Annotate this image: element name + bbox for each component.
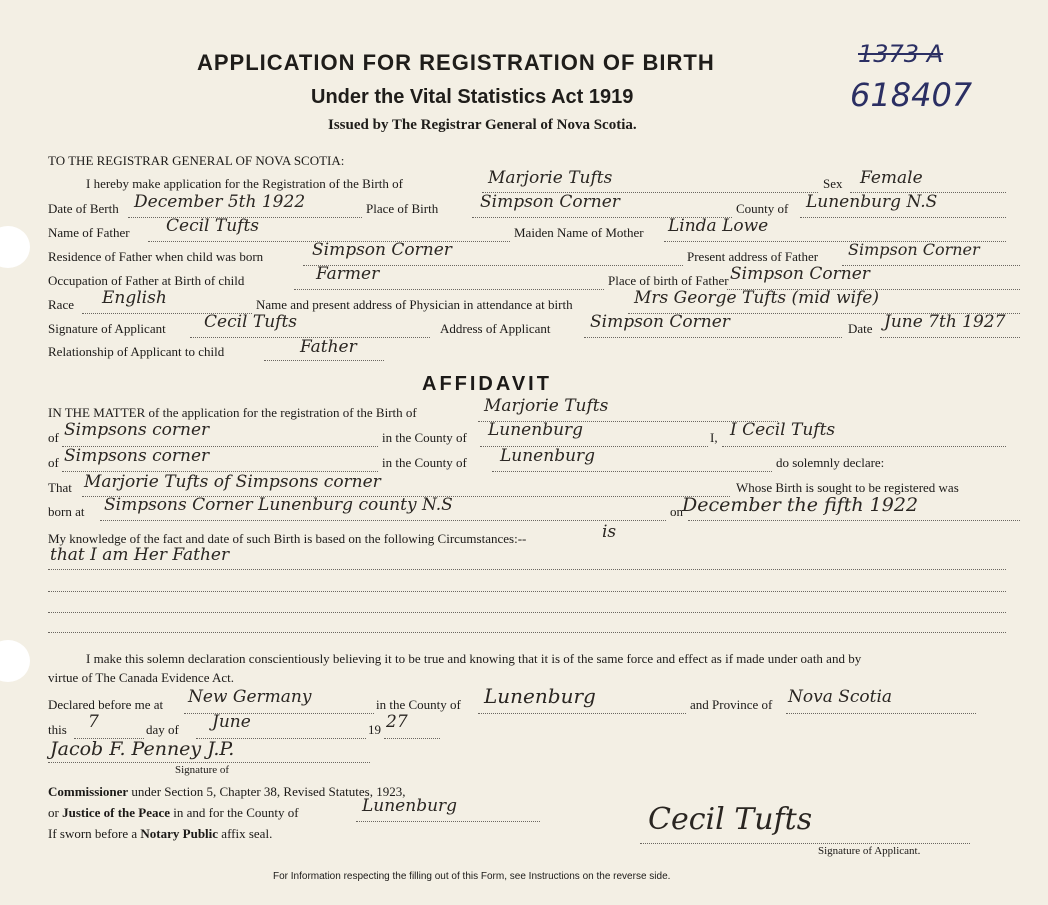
month-value: June — [212, 712, 251, 732]
on-label: on — [670, 504, 683, 519]
father-occupation-label: Occupation of Father at Birth of child — [48, 273, 245, 288]
born-at-line — [100, 520, 666, 521]
date-line — [880, 337, 1020, 338]
applicant-address-line — [584, 337, 842, 338]
declared-county-line — [478, 713, 686, 714]
physician-value: Mrs George Tufts (mid wife) — [634, 288, 879, 308]
date-of-birth-label: Date of Berth — [48, 201, 119, 216]
province-label: and Province of — [690, 697, 773, 712]
father-occupation-value: Farmer — [316, 264, 380, 284]
commissioner-rest: under Section 5, Chapter 38, Revised Statutes, 1923, — [131, 784, 406, 799]
application-intro-label: I hereby make application for the Registration of the Birth of — [86, 176, 403, 191]
father-occupation-line — [294, 289, 604, 290]
applicant-signature-value: Cecil Tufts — [204, 312, 298, 332]
declaration-text-2: virtue of The Canada Evidence Act. — [48, 670, 235, 685]
father-name-value: Cecil Tufts — [166, 216, 260, 236]
form-subtitle: Under the Vital Statistics Act 1919 — [311, 86, 634, 108]
father-birthplace-label: Place of birth of Father — [608, 273, 729, 288]
affidavit-heading: AFFIDAVIT — [422, 373, 552, 395]
province-line — [786, 713, 976, 714]
aff-of-value-1: Simpsons corner — [64, 420, 210, 440]
circumstances-line-1 — [48, 569, 1006, 570]
jp-county-label: in and for the County of — [173, 805, 299, 820]
signature-of-label: Signature of — [175, 764, 230, 776]
race-label: Race — [48, 297, 74, 312]
punch-hole-bottom — [0, 640, 30, 682]
struck-number: 1373 A — [858, 40, 944, 68]
justice-label: Justice of the Peace — [62, 805, 171, 820]
mother-maiden-label: Maiden Name of Mother — [514, 225, 644, 240]
mother-maiden-value: Linda Lowe — [668, 216, 769, 236]
circumstances-value-2: that I am Her Father — [50, 545, 230, 565]
jp-county-line — [356, 821, 540, 822]
jp-county-value: Lunenburg — [362, 796, 458, 816]
year-line — [384, 738, 440, 739]
applicant-address-label: Address of Applicant — [440, 321, 551, 336]
aff-of-value-2: Simpsons corner — [64, 446, 210, 466]
signature-of-applicant-label: Signature of Applicant. — [818, 845, 921, 857]
born-at-value: Simpsons Corner Lunenburg county N.S — [104, 495, 453, 515]
day-value: 7 — [88, 712, 99, 732]
relationship-label: Relationship of Applicant to child — [48, 344, 225, 359]
aff-i-value: I Cecil Tufts — [730, 420, 836, 440]
child-name-value: Marjorie Tufts — [488, 168, 613, 188]
declared-county-label: in the County of — [376, 697, 461, 712]
aff-county-value-1: Lunenburg — [488, 420, 584, 440]
declared-county-value: Lunenburg — [484, 684, 596, 708]
on-value: December the fifth 1922 — [682, 494, 919, 516]
aff-of-label-2: of — [48, 455, 59, 470]
that-value: Marjorie Tufts of Simpsons corner — [84, 472, 381, 492]
born-at-label: born at — [48, 504, 85, 519]
sex-label: Sex — [823, 176, 843, 191]
jp-signature-line — [48, 762, 370, 763]
father-residence-label: Residence of Father when child was born — [48, 249, 264, 264]
applicant-signature-label: Signature of Applicant — [48, 321, 166, 336]
year-value: 27 — [386, 712, 408, 732]
date-label: Date — [848, 321, 873, 336]
declared-at-value: New Germany — [188, 687, 312, 707]
aff-county-label-1: in the County of — [382, 430, 467, 445]
aff-county-label-2: in the County of — [382, 455, 467, 470]
declaration-text-1: I make this solemn declaration conscientiously believing it to be true and knowing that it is of the same force and effect as if made under oath and by — [86, 651, 862, 666]
county-line — [800, 217, 1006, 218]
or-label: or — [48, 805, 59, 820]
punch-hole-top — [0, 226, 30, 268]
father-residence-value: Simpson Corner — [312, 240, 452, 260]
registration-number: 618407 — [850, 76, 973, 114]
father-name-label: Name of Father — [48, 225, 130, 240]
sworn-rest: affix seal. — [221, 826, 273, 841]
day-of-label: day of — [146, 722, 179, 737]
whose-birth-label: Whose Birth is sought to be registered was — [736, 480, 959, 495]
circumstances-value-1: is — [602, 522, 617, 542]
on-line — [688, 520, 1020, 521]
circumstances-line-4 — [48, 632, 1006, 633]
place-of-birth-value: Simpson Corner — [480, 192, 620, 212]
sworn-prefix: If sworn before a — [48, 826, 138, 841]
relationship-value: Father — [300, 337, 357, 357]
county-value: Lunenburg N.S — [806, 192, 938, 212]
physician-label: Name and present address of Physician in attendance at birth — [256, 297, 573, 312]
province-value: Nova Scotia — [788, 687, 893, 707]
father-birthplace-value: Simpson Corner — [730, 264, 870, 284]
footer-note: For Information respecting the filling out of this Form, see Instructions on the reverse side. — [273, 871, 671, 882]
date-of-birth-value: December 5th 1922 — [134, 192, 306, 212]
form-title: APPLICATION FOR REGISTRATION OF BIRTH — [197, 50, 715, 75]
race-value: English — [102, 288, 167, 308]
notary-label: Notary Public — [140, 826, 219, 841]
sex-value: Female — [860, 168, 923, 188]
form-issuer: Issued by The Registrar General of Nova Scotia. — [328, 117, 637, 133]
aff-child-name-value: Marjorie Tufts — [484, 396, 609, 416]
do-solemnly-label: do solemnly declare: — [776, 455, 885, 470]
circumstances-line-3 — [48, 612, 1006, 613]
aff-i-label: I, — [710, 430, 718, 445]
circumstances-line-2 — [48, 591, 1006, 592]
aff-county-line-2 — [492, 471, 772, 472]
father-present-address-value: Simpson Corner — [848, 240, 980, 259]
declared-before-label: Declared before me at — [48, 697, 164, 712]
that-label: That — [48, 480, 72, 495]
aff-county-value-2: Lunenburg — [500, 446, 596, 466]
this-label: this — [48, 722, 67, 737]
jp-signature-value: Jacob F. Penney J.P. — [50, 738, 235, 760]
applicant-address-value: Simpson Corner — [590, 312, 730, 332]
date-value: June 7th 1927 — [884, 312, 1006, 332]
father-present-address-label: Present address of Father — [687, 249, 819, 264]
final-signature-line — [640, 843, 970, 844]
relationship-line — [264, 360, 384, 361]
commissioner-label: Commissioner — [48, 784, 129, 799]
to-registrar: TO THE REGISTRAR GENERAL OF NOVA SCOTIA: — [48, 153, 345, 168]
final-signature-value: Cecil Tufts — [648, 802, 813, 837]
place-of-birth-label: Place of Birth — [366, 201, 439, 216]
county-label: County of — [736, 201, 789, 216]
year-prefix-label: 19 — [368, 722, 381, 737]
aff-i-line — [722, 446, 1006, 447]
in-the-matter-label: IN THE MATTER of the application for the registration of the Birth of — [48, 405, 417, 420]
knowledge-label: My knowledge of the fact and date of such Birth is based on the following Circumstances:-- — [48, 531, 527, 546]
aff-of-label-1: of — [48, 430, 59, 445]
